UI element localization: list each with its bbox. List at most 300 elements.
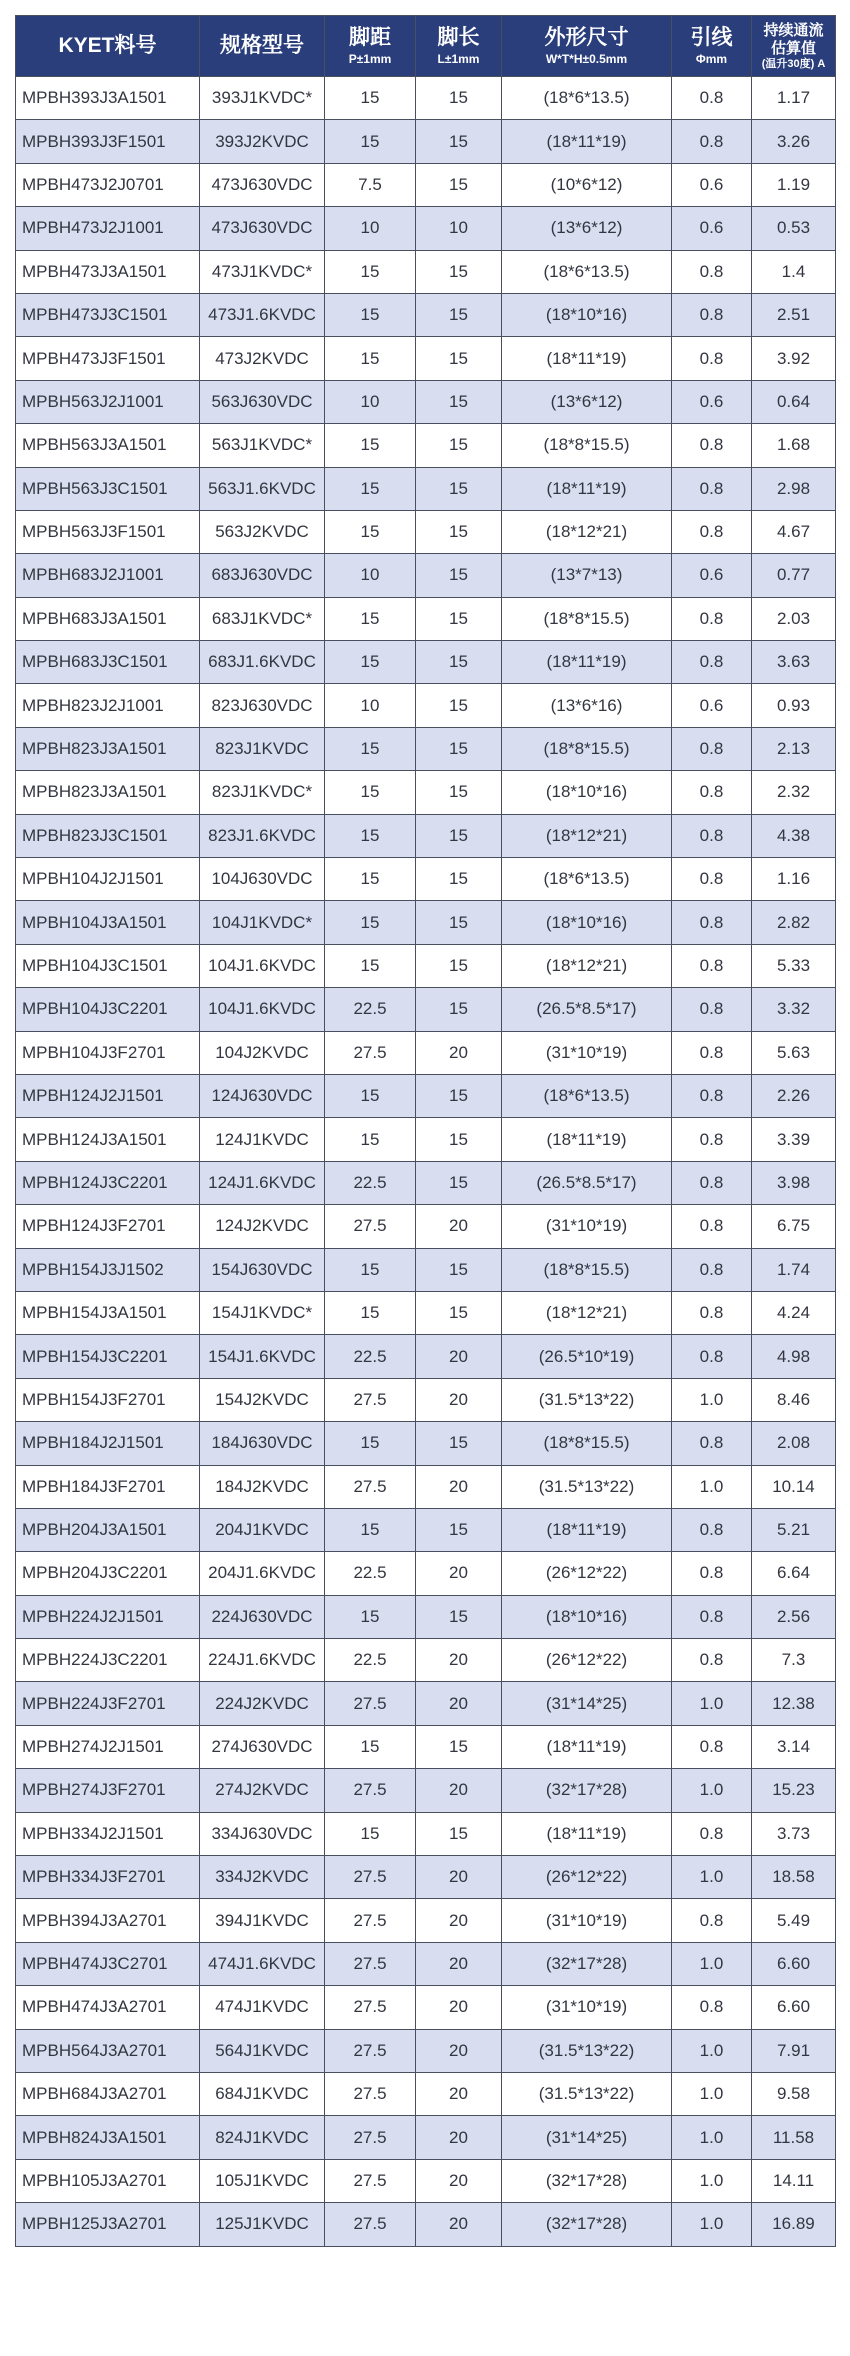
header-dimensions: 外形尺寸 W*T*H±0.5mm <box>502 16 672 77</box>
model-cell: 823J1KVDC <box>200 727 325 770</box>
table-row <box>16 337 836 380</box>
table-row <box>16 163 836 206</box>
lead-wire-cell: 0.6 <box>672 380 752 423</box>
pitch-cell: 27.5 <box>325 2159 416 2202</box>
part-number-cell: MPBH105J3A2701 <box>16 2159 200 2202</box>
current-cell: 2.08 <box>752 1422 836 1465</box>
lead-wire-cell: 0.8 <box>672 1291 752 1334</box>
model-cell: 564J1KVDC <box>200 2029 325 2072</box>
model-cell: 204J1.6KVDC <box>200 1552 325 1595</box>
model-cell: 563J1KVDC* <box>200 424 325 467</box>
lead-wire-cell: 0.8 <box>672 1725 752 1768</box>
model-cell: 224J1.6KVDC <box>200 1639 325 1682</box>
dimensions-cell: (18*11*19) <box>502 337 672 380</box>
dimensions-cell: (31*10*19) <box>502 1205 672 1248</box>
table-row <box>16 1161 836 1204</box>
model-cell: 224J2KVDC <box>200 1682 325 1725</box>
part-number-cell: MPBH204J3A1501 <box>16 1508 200 1551</box>
current-cell: 8.46 <box>752 1378 836 1421</box>
pitch-cell: 15 <box>325 641 416 684</box>
part-number-cell: MPBH224J3C2201 <box>16 1639 200 1682</box>
part-number-cell: MPBH823J3A1501 <box>16 727 200 770</box>
lead-length-cell: 20 <box>416 1942 502 1985</box>
dimensions-cell: (31.5*13*22) <box>502 2072 672 2115</box>
lead-wire-cell: 0.8 <box>672 1161 752 1204</box>
model-cell: 104J1.6KVDC <box>200 944 325 987</box>
table-row <box>16 554 836 597</box>
part-number-cell: MPBH184J2J1501 <box>16 1422 200 1465</box>
lead-wire-cell: 0.8 <box>672 1899 752 1942</box>
pitch-cell: 15 <box>325 858 416 901</box>
table-row <box>16 1595 836 1638</box>
lead-length-cell: 15 <box>416 163 502 206</box>
model-cell: 684J1KVDC <box>200 2072 325 2115</box>
current-cell: 3.26 <box>752 120 836 163</box>
part-number-cell: MPBH154J3J1502 <box>16 1248 200 1291</box>
part-number-cell: MPBH274J2J1501 <box>16 1725 200 1768</box>
current-cell: 0.93 <box>752 684 836 727</box>
current-cell: 6.60 <box>752 1986 836 2029</box>
part-number-cell: MPBH473J3A1501 <box>16 250 200 293</box>
pitch-cell: 27.5 <box>325 1986 416 2029</box>
lead-wire-cell: 0.8 <box>672 293 752 336</box>
lead-wire-cell: 1.0 <box>672 1942 752 1985</box>
lead-length-cell: 15 <box>416 1422 502 1465</box>
current-cell: 0.77 <box>752 554 836 597</box>
lead-length-cell: 15 <box>416 1291 502 1334</box>
model-cell: 474J1KVDC <box>200 1986 325 2029</box>
lead-length-cell: 15 <box>416 380 502 423</box>
lead-length-cell: 20 <box>416 1639 502 1682</box>
dimensions-cell: (31.5*13*22) <box>502 1378 672 1421</box>
model-cell: 124J2KVDC <box>200 1205 325 1248</box>
current-cell: 6.64 <box>752 1552 836 1595</box>
pitch-cell: 15 <box>325 510 416 553</box>
model-cell: 334J630VDC <box>200 1812 325 1855</box>
model-cell: 473J630VDC <box>200 163 325 206</box>
current-cell: 1.68 <box>752 424 836 467</box>
lead-length-cell: 20 <box>416 1899 502 1942</box>
pitch-cell: 27.5 <box>325 2072 416 2115</box>
model-cell: 823J1.6KVDC <box>200 814 325 857</box>
dimensions-cell: (18*6*13.5) <box>502 1074 672 1117</box>
dimensions-cell: (31*10*19) <box>502 1986 672 2029</box>
current-cell: 3.32 <box>752 988 836 1031</box>
table-row <box>16 2029 836 2072</box>
lead-wire-cell: 0.8 <box>672 337 752 380</box>
lead-wire-cell: 0.8 <box>672 467 752 510</box>
dimensions-cell: (18*6*13.5) <box>502 77 672 120</box>
current-cell: 4.67 <box>752 510 836 553</box>
part-number-cell: MPBH823J3C1501 <box>16 814 200 857</box>
part-number-cell: MPBH104J3C2201 <box>16 988 200 1031</box>
current-cell: 4.98 <box>752 1335 836 1378</box>
lead-wire-cell: 1.0 <box>672 2029 752 2072</box>
dimensions-cell: (18*12*21) <box>502 1291 672 1334</box>
current-cell: 3.98 <box>752 1161 836 1204</box>
dimensions-cell: (18*8*15.5) <box>502 727 672 770</box>
pitch-cell: 27.5 <box>325 1899 416 1942</box>
lead-wire-cell: 0.8 <box>672 250 752 293</box>
lead-wire-cell: 0.8 <box>672 424 752 467</box>
pitch-cell: 15 <box>325 1725 416 1768</box>
table-row <box>16 1378 836 1421</box>
table-row <box>16 1812 836 1855</box>
model-cell: 563J1.6KVDC <box>200 467 325 510</box>
lead-length-cell: 15 <box>416 641 502 684</box>
current-cell: 6.75 <box>752 1205 836 1248</box>
header-part-number: KYET料号 <box>16 16 200 77</box>
part-number-cell: MPBH274J3F2701 <box>16 1769 200 1812</box>
part-number-cell: MPBH124J3C2201 <box>16 1161 200 1204</box>
table-row <box>16 771 836 814</box>
part-number-cell: MPBH154J3F2701 <box>16 1378 200 1421</box>
pitch-cell: 15 <box>325 293 416 336</box>
dimensions-cell: (18*8*15.5) <box>502 1422 672 1465</box>
table-row <box>16 467 836 510</box>
table-row <box>16 1725 836 1768</box>
lead-length-cell: 15 <box>416 988 502 1031</box>
dimensions-cell: (26*12*22) <box>502 1856 672 1899</box>
part-number-cell: MPBH124J3A1501 <box>16 1118 200 1161</box>
dimensions-cell: (32*17*28) <box>502 2159 672 2202</box>
part-number-cell: MPBH334J3F2701 <box>16 1856 200 1899</box>
lead-wire-cell: 0.8 <box>672 1248 752 1291</box>
model-cell: 823J630VDC <box>200 684 325 727</box>
part-number-cell: MPBH125J3A2701 <box>16 2203 200 2246</box>
table-row <box>16 1335 836 1378</box>
table-row <box>16 944 836 987</box>
model-cell: 184J630VDC <box>200 1422 325 1465</box>
dimensions-cell: (13*7*13) <box>502 554 672 597</box>
current-cell: 4.24 <box>752 1291 836 1334</box>
current-cell: 3.92 <box>752 337 836 380</box>
dimensions-cell: (31*14*25) <box>502 1682 672 1725</box>
lead-wire-cell: 1.0 <box>672 1769 752 1812</box>
header-pitch: 脚距 P±1mm <box>325 16 416 77</box>
table-row <box>16 1291 836 1334</box>
part-number-cell: MPBH473J2J0701 <box>16 163 200 206</box>
lead-wire-cell: 0.8 <box>672 1595 752 1638</box>
current-cell: 5.63 <box>752 1031 836 1074</box>
lead-length-cell: 15 <box>416 1725 502 1768</box>
part-number-cell: MPBH683J3A1501 <box>16 597 200 640</box>
part-number-cell: MPBH104J2J1501 <box>16 858 200 901</box>
part-number-cell: MPBH474J3A2701 <box>16 1986 200 2029</box>
lead-wire-cell: 0.6 <box>672 207 752 250</box>
lead-length-cell: 20 <box>416 1552 502 1595</box>
table-row <box>16 1899 836 1942</box>
pitch-cell: 15 <box>325 77 416 120</box>
model-cell: 184J2KVDC <box>200 1465 325 1508</box>
lead-wire-cell: 0.8 <box>672 901 752 944</box>
current-cell: 1.16 <box>752 858 836 901</box>
part-number-cell: MPBH204J3C2201 <box>16 1552 200 1595</box>
dimensions-cell: (18*11*19) <box>502 641 672 684</box>
dimensions-cell: (18*11*19) <box>502 467 672 510</box>
dimensions-cell: (31*10*19) <box>502 1031 672 1074</box>
lead-wire-cell: 0.8 <box>672 510 752 553</box>
pitch-cell: 22.5 <box>325 1639 416 1682</box>
current-cell: 14.11 <box>752 2159 836 2202</box>
lead-wire-cell: 0.6 <box>672 554 752 597</box>
lead-wire-cell: 0.8 <box>672 1422 752 1465</box>
model-cell: 334J2KVDC <box>200 1856 325 1899</box>
lead-wire-cell: 0.8 <box>672 727 752 770</box>
part-number-cell: MPBH393J3F1501 <box>16 120 200 163</box>
lead-wire-cell: 0.8 <box>672 1118 752 1161</box>
table-row <box>16 684 836 727</box>
part-number-cell: MPBH154J3C2201 <box>16 1335 200 1378</box>
pitch-cell: 27.5 <box>325 2203 416 2246</box>
dimensions-cell: (18*12*21) <box>502 944 672 987</box>
model-cell: 473J1KVDC* <box>200 250 325 293</box>
current-cell: 7.91 <box>752 2029 836 2072</box>
dimensions-cell: (18*11*19) <box>502 120 672 163</box>
dimensions-cell: (18*10*16) <box>502 293 672 336</box>
pitch-cell: 27.5 <box>325 1378 416 1421</box>
table-row <box>16 1422 836 1465</box>
part-number-cell: MPBH563J3C1501 <box>16 467 200 510</box>
lead-length-cell: 20 <box>416 2116 502 2159</box>
lead-length-cell: 15 <box>416 467 502 510</box>
dimensions-cell: (18*10*16) <box>502 771 672 814</box>
header-model: 规格型号 <box>200 16 325 77</box>
dimensions-cell: (18*8*15.5) <box>502 597 672 640</box>
lead-length-cell: 15 <box>416 1595 502 1638</box>
pitch-cell: 27.5 <box>325 1769 416 1812</box>
spec-table-container <box>15 15 835 2247</box>
pitch-cell: 7.5 <box>325 163 416 206</box>
lead-length-cell: 15 <box>416 424 502 467</box>
pitch-cell: 27.5 <box>325 1942 416 1985</box>
lead-length-cell: 20 <box>416 1856 502 1899</box>
lead-wire-cell: 1.0 <box>672 1378 752 1421</box>
lead-length-cell: 20 <box>416 2029 502 2072</box>
pitch-cell: 15 <box>325 1074 416 1117</box>
table-row <box>16 2203 836 2246</box>
pitch-cell: 15 <box>325 1291 416 1334</box>
lead-wire-cell: 0.8 <box>672 597 752 640</box>
table-row <box>16 510 836 553</box>
part-number-cell: MPBH824J3A1501 <box>16 2116 200 2159</box>
pitch-cell: 15 <box>325 424 416 467</box>
part-number-cell: MPBH563J3A1501 <box>16 424 200 467</box>
pitch-cell: 15 <box>325 771 416 814</box>
dimensions-cell: (18*10*16) <box>502 901 672 944</box>
pitch-cell: 15 <box>325 814 416 857</box>
current-cell: 3.73 <box>752 1812 836 1855</box>
pitch-cell: 15 <box>325 1118 416 1161</box>
lead-length-cell: 20 <box>416 1986 502 2029</box>
part-number-cell: MPBH104J3C1501 <box>16 944 200 987</box>
dimensions-cell: (26.5*8.5*17) <box>502 988 672 1031</box>
dimensions-cell: (26.5*8.5*17) <box>502 1161 672 1204</box>
table-row <box>16 1465 836 1508</box>
lead-wire-cell: 0.8 <box>672 77 752 120</box>
header-lead-wire: 引线 Φmm <box>672 16 752 77</box>
pitch-cell: 15 <box>325 120 416 163</box>
model-cell: 824J1KVDC <box>200 2116 325 2159</box>
table-row <box>16 641 836 684</box>
lead-length-cell: 15 <box>416 510 502 553</box>
pitch-cell: 15 <box>325 1812 416 1855</box>
lead-wire-cell: 0.8 <box>672 1986 752 2029</box>
dimensions-cell: (18*11*19) <box>502 1812 672 1855</box>
model-cell: 124J630VDC <box>200 1074 325 1117</box>
current-cell: 18.58 <box>752 1856 836 1899</box>
dimensions-cell: (18*8*15.5) <box>502 424 672 467</box>
pitch-cell: 22.5 <box>325 988 416 1031</box>
dimensions-cell: (32*17*28) <box>502 2203 672 2246</box>
part-number-cell: MPBH683J2J1001 <box>16 554 200 597</box>
current-cell: 5.49 <box>752 1899 836 1942</box>
lead-length-cell: 15 <box>416 1812 502 1855</box>
model-cell: 274J2KVDC <box>200 1769 325 1812</box>
lead-wire-cell: 1.0 <box>672 2072 752 2115</box>
model-cell: 683J1.6KVDC <box>200 641 325 684</box>
lead-length-cell: 15 <box>416 858 502 901</box>
pitch-cell: 10 <box>325 380 416 423</box>
lead-wire-cell: 0.8 <box>672 858 752 901</box>
header-lead-length: 脚长 L±1mm <box>416 16 502 77</box>
dimensions-cell: (26*12*22) <box>502 1639 672 1682</box>
dimensions-cell: (18*6*13.5) <box>502 250 672 293</box>
lead-wire-cell: 0.8 <box>672 814 752 857</box>
table-row <box>16 1508 836 1551</box>
model-cell: 683J1KVDC* <box>200 597 325 640</box>
current-cell: 11.58 <box>752 2116 836 2159</box>
table-row <box>16 1942 836 1985</box>
table-row <box>16 597 836 640</box>
lead-wire-cell: 1.0 <box>672 1465 752 1508</box>
dimensions-cell: (18*12*21) <box>502 510 672 553</box>
pitch-cell: 10 <box>325 684 416 727</box>
current-cell: 6.60 <box>752 1942 836 1985</box>
model-cell: 683J630VDC <box>200 554 325 597</box>
lead-length-cell: 15 <box>416 944 502 987</box>
table-row <box>16 1986 836 2029</box>
current-cell: 7.3 <box>752 1639 836 1682</box>
lead-length-cell: 15 <box>416 293 502 336</box>
current-cell: 3.63 <box>752 641 836 684</box>
table-row <box>16 2072 836 2115</box>
pitch-cell: 27.5 <box>325 1031 416 1074</box>
pitch-cell: 27.5 <box>325 1465 416 1508</box>
lead-wire-cell: 1.0 <box>672 2116 752 2159</box>
lead-wire-cell: 0.8 <box>672 1335 752 1378</box>
model-cell: 204J1KVDC <box>200 1508 325 1551</box>
lead-wire-cell: 0.8 <box>672 1552 752 1595</box>
part-number-cell: MPBH474J3C2701 <box>16 1942 200 1985</box>
part-number-cell: MPBH563J2J1001 <box>16 380 200 423</box>
current-cell: 16.89 <box>752 2203 836 2246</box>
dimensions-cell: (18*10*16) <box>502 1595 672 1638</box>
current-cell: 3.14 <box>752 1725 836 1768</box>
lead-wire-cell: 0.8 <box>672 771 752 814</box>
current-cell: 2.98 <box>752 467 836 510</box>
part-number-cell: MPBH473J2J1001 <box>16 207 200 250</box>
dimensions-cell: (31*10*19) <box>502 1899 672 1942</box>
lead-length-cell: 15 <box>416 250 502 293</box>
current-cell: 9.58 <box>752 2072 836 2115</box>
table-row <box>16 250 836 293</box>
current-cell: 2.13 <box>752 727 836 770</box>
lead-length-cell: 15 <box>416 1508 502 1551</box>
table-row <box>16 380 836 423</box>
table-row <box>16 77 836 120</box>
current-cell: 0.64 <box>752 380 836 423</box>
table-row <box>16 293 836 336</box>
current-cell: 5.21 <box>752 1508 836 1551</box>
part-number-cell: MPBH473J3F1501 <box>16 337 200 380</box>
lead-length-cell: 15 <box>416 120 502 163</box>
pitch-cell: 15 <box>325 467 416 510</box>
lead-length-cell: 20 <box>416 1335 502 1378</box>
lead-length-cell: 15 <box>416 727 502 770</box>
model-cell: 124J1KVDC <box>200 1118 325 1161</box>
lead-length-cell: 20 <box>416 2072 502 2115</box>
lead-length-cell: 20 <box>416 1031 502 1074</box>
pitch-cell: 27.5 <box>325 1205 416 1248</box>
table-row <box>16 1682 836 1725</box>
current-cell: 1.17 <box>752 77 836 120</box>
current-cell: 2.82 <box>752 901 836 944</box>
model-cell: 473J630VDC <box>200 207 325 250</box>
current-cell: 3.39 <box>752 1118 836 1161</box>
dimensions-cell: (26.5*10*19) <box>502 1335 672 1378</box>
lead-length-cell: 15 <box>416 1118 502 1161</box>
model-cell: 154J1.6KVDC <box>200 1335 325 1378</box>
part-number-cell: MPBH823J2J1001 <box>16 684 200 727</box>
table-row <box>16 1552 836 1595</box>
pitch-cell: 15 <box>325 727 416 770</box>
part-number-cell: MPBH124J2J1501 <box>16 1074 200 1117</box>
part-number-cell: MPBH224J2J1501 <box>16 1595 200 1638</box>
lead-length-cell: 15 <box>416 337 502 380</box>
pitch-cell: 15 <box>325 1248 416 1291</box>
model-cell: 154J2KVDC <box>200 1378 325 1421</box>
pitch-cell: 27.5 <box>325 2029 416 2072</box>
pitch-cell: 15 <box>325 250 416 293</box>
table-row <box>16 1118 836 1161</box>
dimensions-cell: (18*6*13.5) <box>502 858 672 901</box>
lead-length-cell: 20 <box>416 1205 502 1248</box>
current-cell: 4.38 <box>752 814 836 857</box>
lead-length-cell: 15 <box>416 1074 502 1117</box>
table-row <box>16 207 836 250</box>
dimensions-cell: (32*17*28) <box>502 1769 672 1812</box>
pitch-cell: 15 <box>325 337 416 380</box>
lead-length-cell: 10 <box>416 207 502 250</box>
lead-length-cell: 15 <box>416 1248 502 1291</box>
lead-wire-cell: 0.8 <box>672 988 752 1031</box>
current-cell: 1.74 <box>752 1248 836 1291</box>
lead-length-cell: 20 <box>416 1378 502 1421</box>
pitch-cell: 15 <box>325 1508 416 1551</box>
table-row <box>16 727 836 770</box>
current-cell: 1.19 <box>752 163 836 206</box>
header-current: 持续通流 估算值 (温升30度) A <box>752 16 836 77</box>
current-cell: 2.03 <box>752 597 836 640</box>
table-row <box>16 1769 836 1812</box>
dimensions-cell: (18*11*19) <box>502 1508 672 1551</box>
part-number-cell: MPBH684J3A2701 <box>16 2072 200 2115</box>
table-row <box>16 120 836 163</box>
current-cell: 2.26 <box>752 1074 836 1117</box>
table-row <box>16 1639 836 1682</box>
dimensions-cell: (31*14*25) <box>502 2116 672 2159</box>
